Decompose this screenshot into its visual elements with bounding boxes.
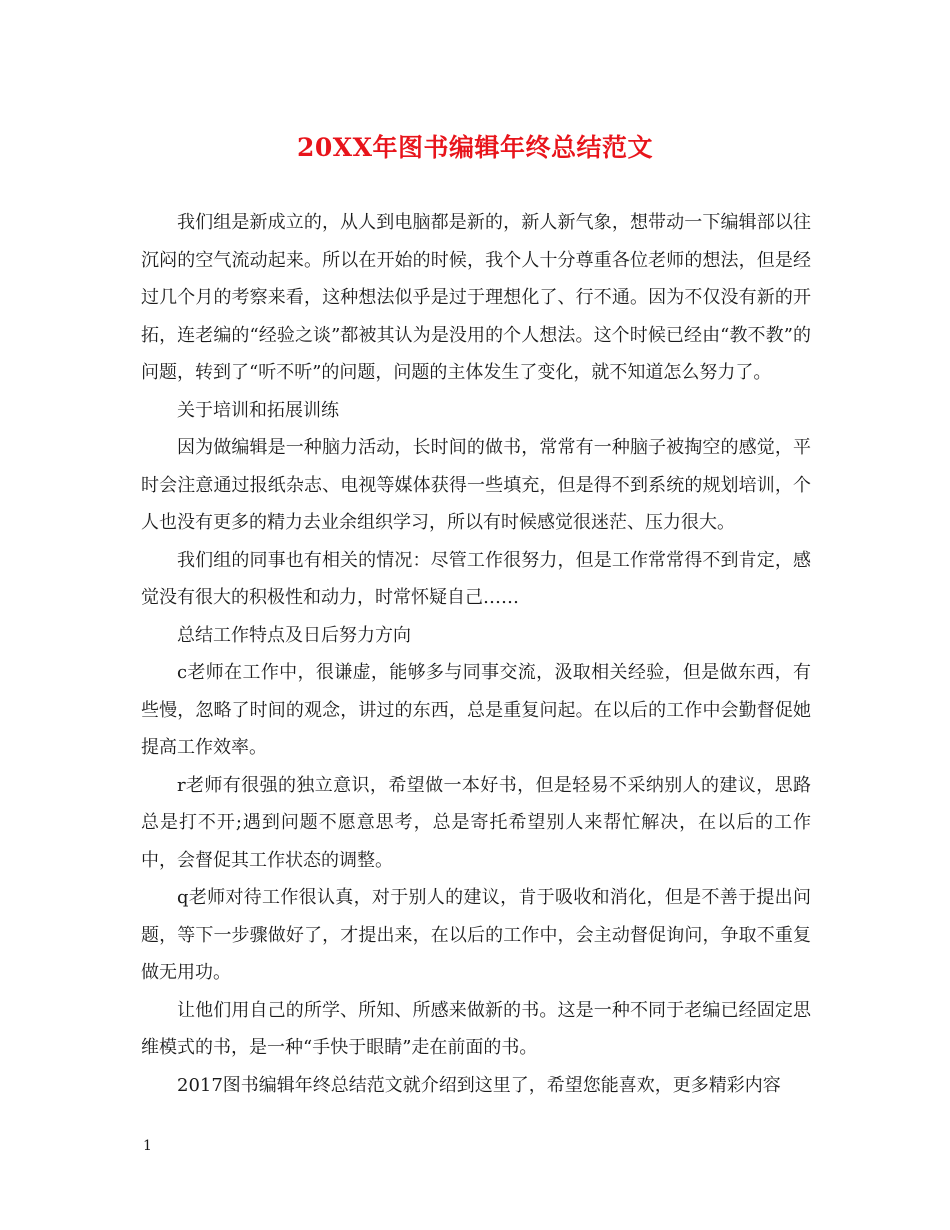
paragraph: 2017图书编辑年终总结范文就介绍到这里了，希望您能喜欢，更多精彩内容	[177, 1074, 781, 1096]
paragraph: 我们组的同事也有相关的情况：尽管工作很努力，但是工作常常得不到肯定，感觉没有很大的积极性和动力，时常怀疑自己……	[141, 549, 811, 608]
section-heading: 关于培训和拓展训练	[177, 399, 339, 421]
paragraph: r老师有很强的独立意识，希望做一本好书，但是轻易不采纳别人的建议，思路总是打不开;遇到问题不愿意思考，总是寄托希望别人来帮忙解决，在以后的工作中，会督促其工作状态的调整。	[141, 774, 811, 871]
document-body	[141, 204, 811, 1104]
paragraph: 让他们用自己的所学、所知、所感来做新的书。这是一种不同于老编已经固定思维模式的书，是一种“手快于眼睛”走在前面的书。	[141, 999, 811, 1058]
paragraph: 因为做编辑是一种脑力活动，长时间的做书，常常有一种脑子被掏空的感觉，平时会注意通过报纸杂志、电视等媒体获得一些填充，但是得不到系统的规划培训，个人也没有更多的精力去业余组织学习，所以有时候感觉很迷茫、压力很大。	[141, 437, 811, 533]
section-heading: 总结工作特点及日后努力方向	[177, 624, 411, 646]
paragraph: c老师在工作中，很谦虚，能够多与同事交流，汲取相关经验，但是做东西，有些慢，忽略了时间的观念，讲过的东西，总是重复问起。在以后的工作中会勤督促她提高工作效率。	[141, 662, 811, 758]
paragraph: q老师对待工作很认真，对于别人的建议，肯于吸收和消化，但是不善于提出问题，等下一步骤做好了，才提出来，在以后的工作中，会主动督促询问，争取不重复做无用功。	[141, 887, 811, 983]
page-number: 1	[143, 1138, 152, 1154]
document-title: 20XX年图书编辑年终总结范文	[296, 133, 654, 162]
paragraph: 我们组是新成立的，从人到电脑都是新的，新人新气象，想带动一下编辑部以往沉闷的空气流动起来。所以在开始的时候，我个人十分尊重各位老师的想法，但是经过几个月的考察来看，这种想法似乎是过于理想化了、行不通。因为不仅没有新的开拓，连老编的“经验之谈”都被其认为是没用的个人想法。这个时候已经由“教不教”的问题，转到了“听不听”的问题，问题的主体发生了变化，就不知道怎么努力了。	[141, 212, 811, 383]
